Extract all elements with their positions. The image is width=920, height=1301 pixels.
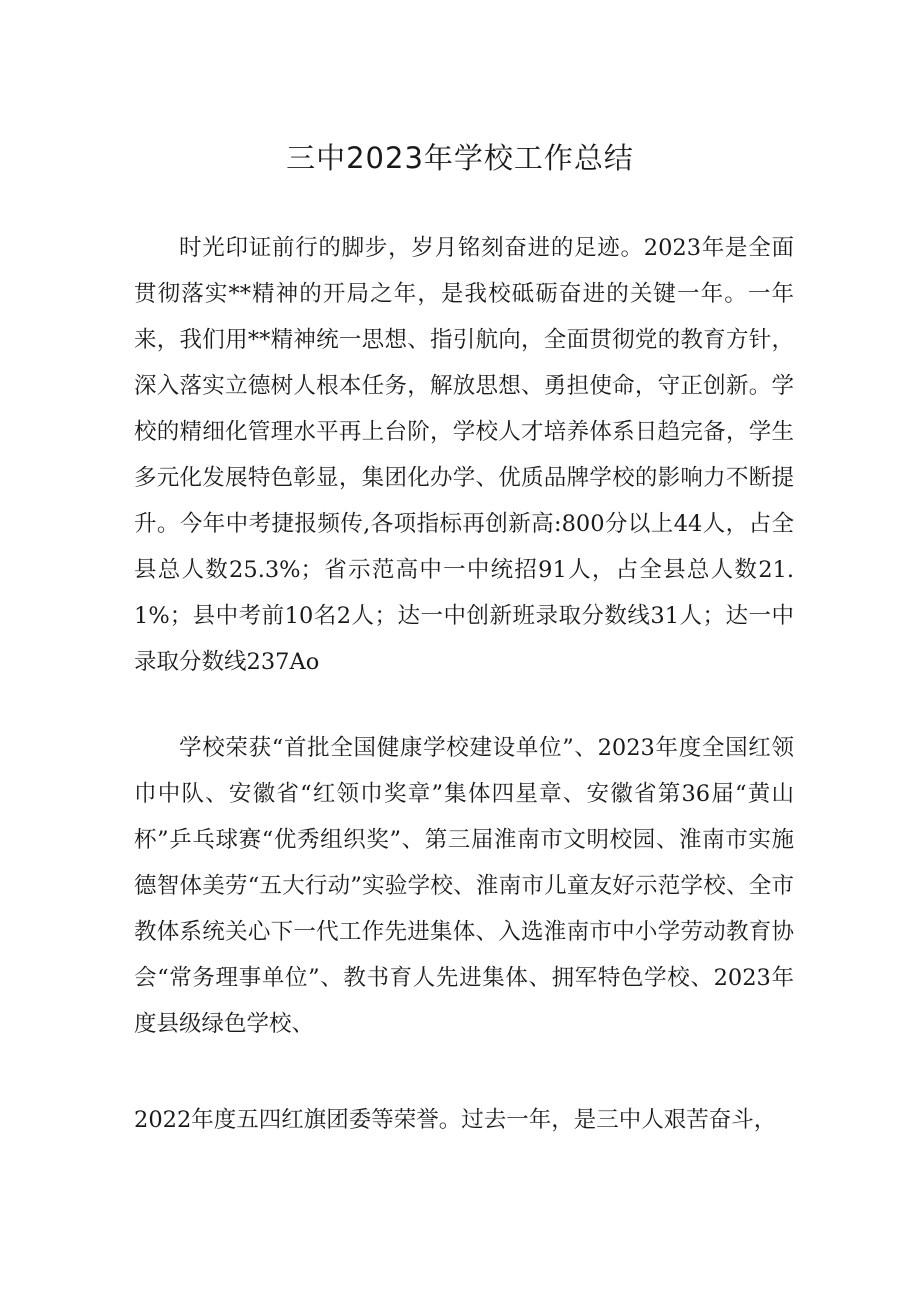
- paragraph-continuation: 2022年度五四红旗团委等荣誉。过去一年，是三中人艰苦奋斗，: [134, 1107, 777, 1133]
- document-title: 三中2023年学校工作总结: [286, 141, 634, 175]
- paragraph-intro: 时光印证前行的脚步，岁月铭刻奋进的足迹。2023年是全面贯彻落实**精神的开局之年，是我校砥砺奋进的关键一年。一年来，我们用**精神统一思想、指引航向，全面贯彻党的教育方针，深入落实立德树人根本任务，解放思想、勇担使命，守正创新。学校的精细化管理水平再上台阶，学校人才培养体系日趋完备，学生多元化发展特色彰显，集团化办学、优质品牌学校的影响力不断提升。今年中考捷报频传,各项指标再创新高:800分以上44人，占全县总人数25.3%；省示范高中一中统招91人，占全县总人数21.1%；县中考前10名2人；达一中创新班录取分数线31人；达一中录取分数线237Ao: [134, 235, 794, 675]
- paragraph-honors: 学校荣获“首批全国健康学校建设单位”、2023年度全国红领巾中队、安徽省“红领巾奖章”集体四星章、安徽省第36届“黄山杯”乒乓球赛“优秀组织奖”、第三届淮南市文明校园、淮南市实施德智体美劳“五大行动”实验学校、淮南市儿童友好示范学校、全市教体系统关心下一代工作先进集体、入选淮南市中小学劳动教育协会“常务理事单位”、教书育人先进集体、拥军特色学校、2023年度县级绿色学校、: [134, 735, 794, 1037]
